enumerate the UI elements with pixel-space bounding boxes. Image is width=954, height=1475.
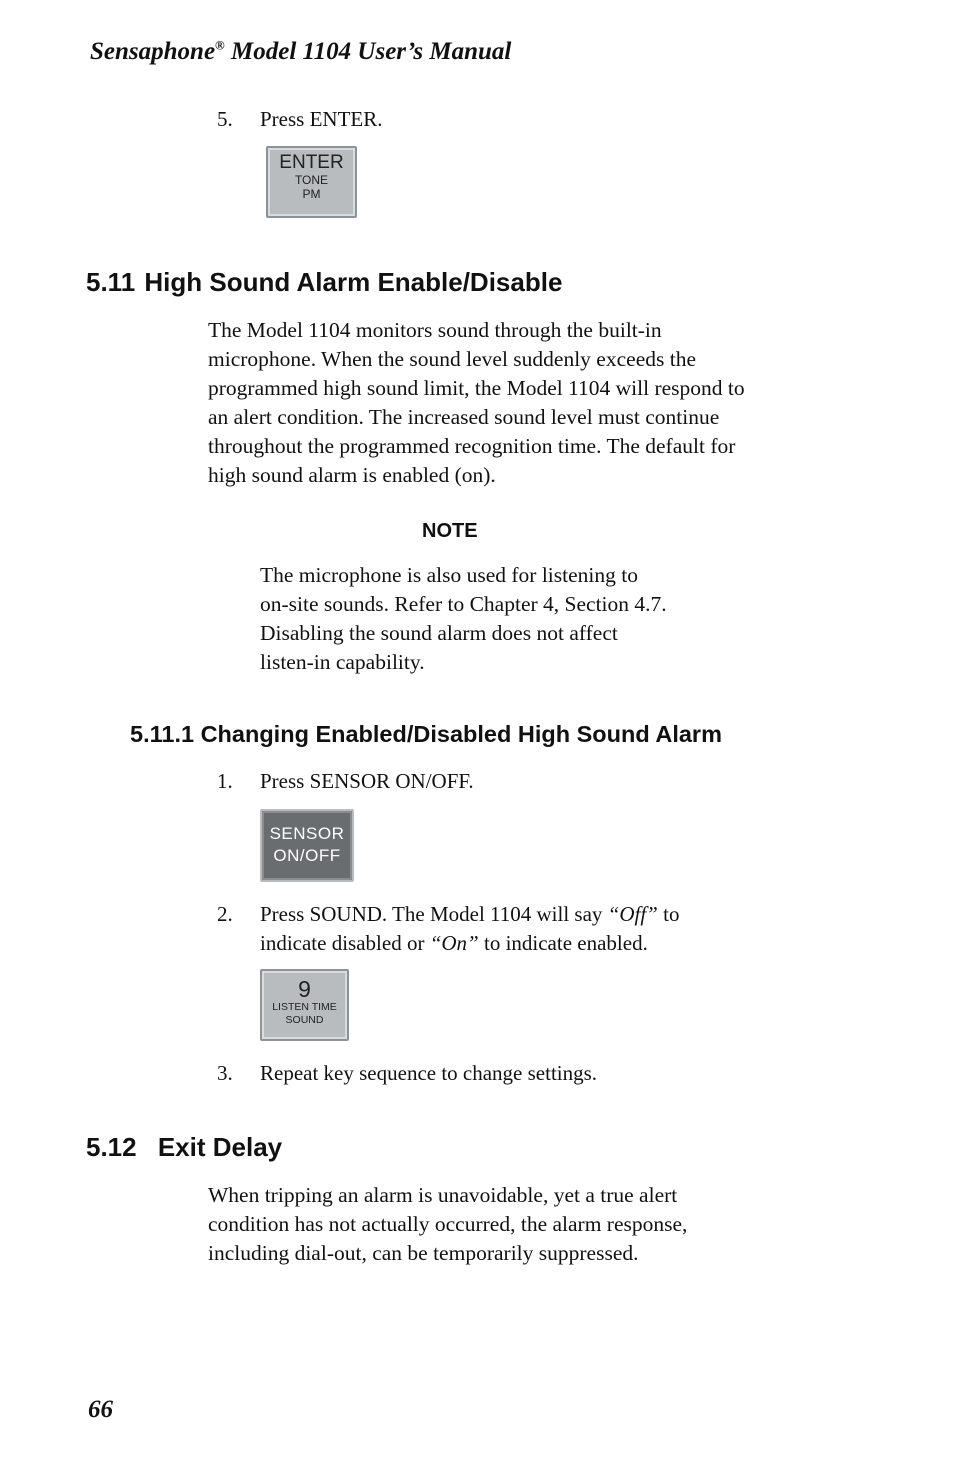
sensor-on-off-key-icon <box>260 809 354 882</box>
header-brand: Sensaphone <box>90 38 216 65</box>
nine-key-digit: 9 <box>298 976 311 1002</box>
paragraph-line: throughout the programmed recognition time. The default for <box>208 434 736 458</box>
sensor-key-line1: SENSOR <box>269 824 345 843</box>
note-text <box>260 561 667 677</box>
step-text-part: Press SOUND. The Model 1104 will say <box>260 902 608 926</box>
nine-key-sub-listen: LISTEN TIME <box>272 1001 337 1013</box>
section-5-11-paragraph <box>208 316 745 490</box>
note-line: The microphone is also used for listening to <box>260 563 638 587</box>
step-quote-off: “Off” <box>607 902 658 926</box>
note-line: Disabling the sound alarm does not affect <box>260 621 618 645</box>
paragraph-line: microphone. When the sound level suddenly exceeds the <box>208 347 696 371</box>
page-number: 66 <box>88 1396 113 1423</box>
running-header <box>90 38 511 66</box>
paragraph-line: The Model 1104 monitors sound through the built-in <box>208 318 662 342</box>
step-number: 1. <box>217 769 233 793</box>
section-heading-5-12 <box>86 1132 282 1163</box>
section-number: 5.11.1 <box>130 721 195 747</box>
header-title: Model 1104 User’s Manual <box>231 38 512 65</box>
section-number: 5.12 <box>86 1132 137 1162</box>
note-label: NOTE <box>422 520 478 542</box>
step-text: Press ENTER. <box>260 107 383 131</box>
step-text-part: indicate disabled or <box>260 931 430 955</box>
paragraph-line: When tripping an alarm is unavoidable, yet a true alert <box>208 1183 678 1207</box>
step-text-part: to indicate enabled. <box>478 931 648 955</box>
enter-key-icon <box>266 146 357 218</box>
registered-mark: ® <box>215 37 225 53</box>
note-line: listen-in capability. <box>260 650 425 674</box>
enter-key-sub-tone: TONE <box>294 173 329 187</box>
section-title: Exit Delay <box>157 1132 283 1162</box>
note-line: on-site sounds. Refer to Chapter 4, Section 4.7. <box>260 592 667 616</box>
enter-key-label: ENTER <box>279 152 344 173</box>
paragraph-line: an alert condition. The increased sound level must continue <box>208 405 720 429</box>
paragraph-line: condition has not actually occurred, the alarm response, <box>208 1212 688 1236</box>
paragraph-line: high sound alarm is enabled (on). <box>208 463 496 487</box>
paragraph-line: including dial-out, can be temporarily suppressed. <box>208 1241 639 1265</box>
section-title: High Sound Alarm Enable/Disable <box>144 267 563 297</box>
step-number: 2. <box>217 902 233 926</box>
step-text-line1 <box>260 900 679 929</box>
paragraph-line: programmed high sound limit, the Model 1104 will respond to <box>208 376 745 400</box>
section-heading-5-11-1 <box>130 721 722 748</box>
section-heading-5-11 <box>86 267 562 298</box>
step-text: Repeat key sequence to change settings. <box>260 1061 598 1085</box>
step-text-part: to <box>657 902 680 926</box>
section-title: Changing Enabled/Disabled High Sound Alarm <box>200 721 722 747</box>
sensor-key-line2: ON/OFF <box>273 846 341 865</box>
section-5-12-paragraph <box>208 1181 687 1268</box>
nine-key-sub-sound: SOUND <box>285 1014 324 1026</box>
step-text: Press SENSOR ON/OFF. <box>260 769 474 793</box>
enter-key-sub-pm: PM <box>302 187 321 201</box>
step-text-line2 <box>260 929 648 958</box>
step-press-sound <box>217 900 777 958</box>
step-number: 5. <box>217 107 233 131</box>
step-quote-on: “On” <box>429 931 479 955</box>
nine-sound-key-icon <box>260 969 349 1041</box>
step-number: 3. <box>217 1061 233 1085</box>
section-number: 5.11 <box>86 267 136 297</box>
